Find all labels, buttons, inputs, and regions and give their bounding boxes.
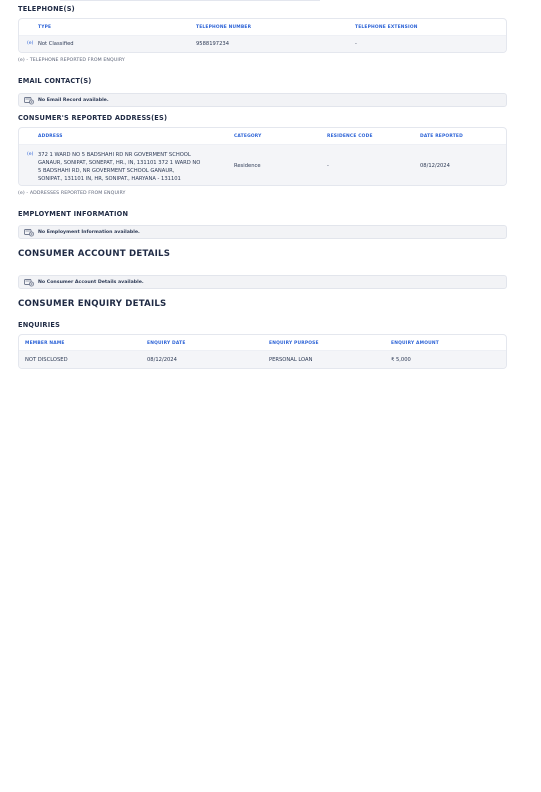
telephone-number: 9588197234 xyxy=(196,41,230,47)
address-text xyxy=(38,151,228,183)
header-member-name: MEMBER NAME xyxy=(25,341,65,346)
enquiry-mark: (e) xyxy=(27,41,34,46)
address-category: Residence xyxy=(234,163,261,169)
enquiry-title: CONSUMER ENQUIRY DETAILS xyxy=(18,299,167,309)
telephones-table xyxy=(18,18,507,53)
telephones-note: (e) - TELEPHONE REPORTED FROM ENQUIRY xyxy=(18,58,125,63)
enquiry-date: 08/12/2024 xyxy=(147,357,177,363)
employment-empty-box xyxy=(18,225,507,239)
no-record-icon xyxy=(24,228,34,237)
address-residence-code: - xyxy=(327,163,329,169)
header-residence-code: RESIDENCE CODE xyxy=(327,134,373,139)
no-record-icon xyxy=(24,278,34,287)
addresses-table xyxy=(18,127,507,186)
employment-empty-text: No Employment Information available. xyxy=(38,229,140,235)
header-telephone-number: TELEPHONE NUMBER xyxy=(196,25,252,30)
enquiries-subtitle: ENQUIRIES xyxy=(18,321,61,329)
enquiry-amount: ₹ 5,000 xyxy=(391,357,411,363)
address-line: GANAUR, SONIPAT, SONEPAT, HR., IN, 131101 372 1 WARD NO xyxy=(38,160,201,166)
address-line: 372 1 WARD NO 5 BADSHAHI RD NR GOVERMENT SCHOOL xyxy=(38,152,191,158)
employment-title: EMPLOYMENT INFORMATION xyxy=(18,210,129,218)
header-enquiry-date: ENQUIRY DATE xyxy=(147,341,186,346)
account-empty-box xyxy=(18,275,507,289)
account-title: CONSUMER ACCOUNT DETAILS xyxy=(18,249,171,259)
table-row xyxy=(19,36,506,53)
enquiries-header-row xyxy=(19,335,506,351)
addresses-note: (e) - ADDRESSES REPORTED FROM ENQUIRY xyxy=(18,191,126,196)
header-category: CATEGORY xyxy=(234,134,262,139)
previous-section-edge xyxy=(60,0,320,1)
header-type: TYPE xyxy=(38,25,52,30)
no-record-icon xyxy=(24,96,34,105)
email-empty-box xyxy=(18,93,507,107)
addresses-header-row xyxy=(19,128,506,145)
enquiry-mark: (e) xyxy=(27,152,34,157)
telephone-type: Not Classified xyxy=(38,41,74,47)
enquiry-purpose: PERSONAL LOAN xyxy=(269,357,313,363)
enquiries-table xyxy=(18,334,507,369)
address-line: 5 BADSHAHI RD, NR GOVERMENT SCHOOL GANAUR, xyxy=(38,168,175,174)
enquiry-member-name: NOT DISCLOSED xyxy=(25,357,68,363)
telephones-header-row xyxy=(19,19,506,36)
header-date-reported: DATE REPORTED xyxy=(420,134,463,139)
telephone-extension: - xyxy=(355,41,357,47)
email-empty-text: No Email Record available. xyxy=(38,97,109,103)
table-row xyxy=(19,351,506,369)
table-row xyxy=(19,145,506,186)
addresses-title: CONSUMER'S REPORTED ADDRESS(ES) xyxy=(18,114,168,122)
email-title: EMAIL CONTACT(S) xyxy=(18,77,92,85)
header-address: ADDRESS xyxy=(38,134,63,139)
address-date-reported: 08/12/2024 xyxy=(420,163,450,169)
header-enquiry-amount: ENQUIRY AMOUNT xyxy=(391,341,439,346)
header-enquiry-purpose: ENQUIRY PURPOSE xyxy=(269,341,319,346)
telephones-title: TELEPHONE(S) xyxy=(18,5,75,13)
account-empty-text: No Consumer Account Details available. xyxy=(38,279,144,285)
header-telephone-extension: TELEPHONE EXTENSION xyxy=(355,25,418,30)
address-line: SONIPAT., 131101 IN, HR, SONIPAT., HARYANA - 131101 xyxy=(38,176,181,182)
